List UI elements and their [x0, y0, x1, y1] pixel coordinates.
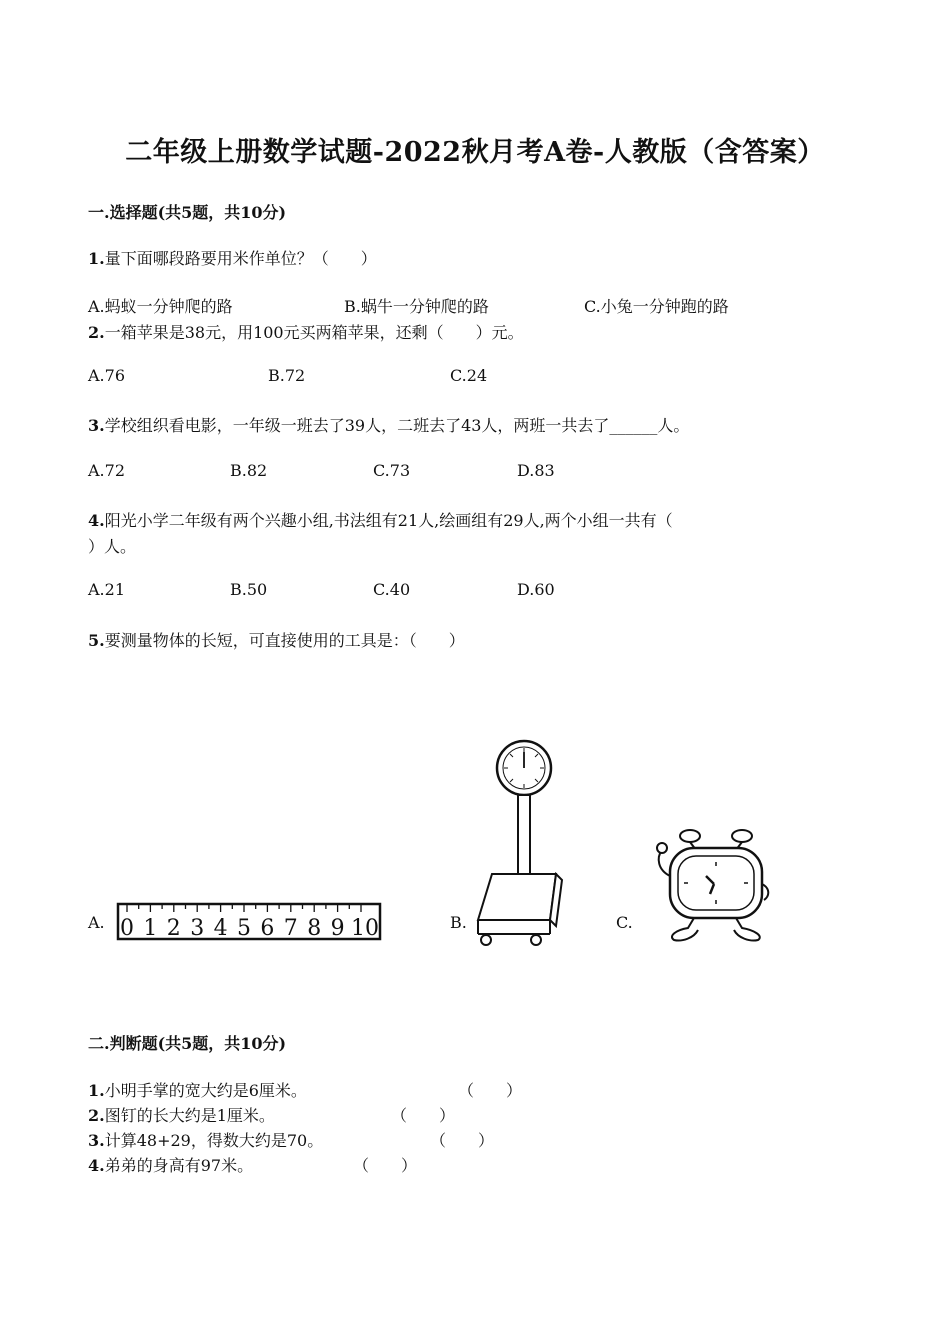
- question-number: 5.: [88, 631, 105, 650]
- q3-option-a: A.72: [88, 461, 125, 480]
- judgment-item-4-blank: （ ）: [353, 1156, 418, 1175]
- section-heading-choice: 一.选择题(共5题，共10分): [88, 203, 287, 222]
- item-number: 1.: [88, 1081, 105, 1100]
- ruler-digit: 1: [143, 916, 158, 941]
- q5-option-a: A.: [88, 913, 105, 932]
- question-text: 量下面哪段路要用米作单位？（ ）: [104, 249, 377, 268]
- q5-option-c: C.: [616, 913, 633, 932]
- ruler-digit: 5: [237, 916, 251, 941]
- q2-option-b: B.72: [268, 366, 306, 385]
- q4-option-c: C.40: [373, 580, 411, 599]
- q3-option-c: C.73: [373, 461, 411, 480]
- q1-option-a: A.蚂蚁一分钟爬的路: [88, 297, 233, 316]
- question-4-continued: ）人。: [88, 537, 137, 556]
- question-number: 3.: [88, 416, 105, 435]
- q2-option-c: C.24: [450, 366, 488, 385]
- ruler-digit: 2: [166, 916, 181, 941]
- q1-option-c: C.小兔一分钟跑的路: [584, 297, 729, 316]
- question-4: [88, 508, 673, 531]
- scale-illustration: [470, 738, 570, 950]
- question-text: 要测量物体的长短，可直接使用的工具是：（ ）: [104, 631, 465, 650]
- clock-arm-left: [659, 850, 670, 876]
- item-text: 图钉的长大约是1厘米。: [104, 1106, 275, 1125]
- question-number: 4.: [88, 511, 105, 530]
- scale-wheel: [481, 935, 491, 945]
- item-text: 计算48+29，得数大约是70。: [104, 1131, 324, 1150]
- q3-option-b: B.82: [230, 461, 268, 480]
- clock-bell: [680, 830, 700, 842]
- ruler-digit: 3: [190, 916, 205, 941]
- clock-foot-left: [672, 918, 698, 941]
- question-text: 学校组织看电影，一年级一班去了39人，二班去了43人，两班一共去了______人。: [104, 416, 690, 435]
- ruler-digit: 6: [260, 916, 275, 941]
- item-number: 3.: [88, 1131, 105, 1150]
- ruler-digit: 8: [307, 916, 322, 941]
- ruler-illustration: [117, 903, 381, 941]
- ruler-digit: 4: [213, 916, 228, 941]
- ruler-digit: 0: [120, 916, 134, 941]
- item-text: 弟弟的身高有97米。: [104, 1156, 254, 1175]
- ruler-digit: 10: [351, 916, 379, 941]
- question-text: 阳光小学二年级有两个兴趣小组,书法组有21人,绘画组有29人,两个小组一共有（: [104, 511, 673, 530]
- q3-option-d: D.83: [517, 461, 555, 480]
- judgment-item-2-blank: （ ）: [391, 1106, 456, 1125]
- question-5: [88, 628, 465, 651]
- judgment-item-1-blank: （ ）: [458, 1081, 523, 1100]
- q4-option-b: B.50: [230, 580, 268, 599]
- judgment-item-4: [88, 1153, 253, 1176]
- scale-platform: [478, 874, 556, 920]
- judgment-item-1: [88, 1078, 307, 1101]
- alarm-clock-illustration: [648, 824, 774, 944]
- item-text: 小明手掌的宽大约是6厘米。: [104, 1081, 307, 1100]
- question-2: [88, 320, 524, 343]
- ruler-digit: 9: [330, 916, 345, 941]
- judgment-item-2: [88, 1103, 275, 1126]
- q4-option-d: D.60: [517, 580, 555, 599]
- clock-foot-right: [734, 918, 760, 941]
- q5-option-b: B.: [450, 913, 467, 932]
- page-title: 二年级上册数学试题-2022秋月考A卷-人教版（含答案）: [125, 137, 825, 168]
- q4-option-a: A.21: [88, 580, 125, 599]
- judgment-item-3: [88, 1128, 323, 1151]
- question-3: [88, 413, 689, 436]
- item-number: 4.: [88, 1156, 105, 1175]
- q1-option-b: B.蜗牛一分钟爬的路: [344, 297, 489, 316]
- section-heading-judgment: 二.判断题(共5题，共10分): [88, 1034, 287, 1053]
- question-1: [88, 246, 377, 269]
- clock-bell: [732, 830, 752, 842]
- q2-option-a: A.76: [88, 366, 125, 385]
- question-text: 一箱苹果是38元，用100元买两箱苹果，还剩（ ）元。: [104, 323, 524, 342]
- question-number: 2.: [88, 323, 105, 342]
- scale-wheel: [531, 935, 541, 945]
- question-number: 1.: [88, 249, 105, 268]
- item-number: 2.: [88, 1106, 105, 1125]
- ruler-digit: 7: [283, 916, 298, 941]
- scale-pole: [518, 795, 530, 879]
- judgment-item-3-blank: （ ）: [430, 1131, 495, 1150]
